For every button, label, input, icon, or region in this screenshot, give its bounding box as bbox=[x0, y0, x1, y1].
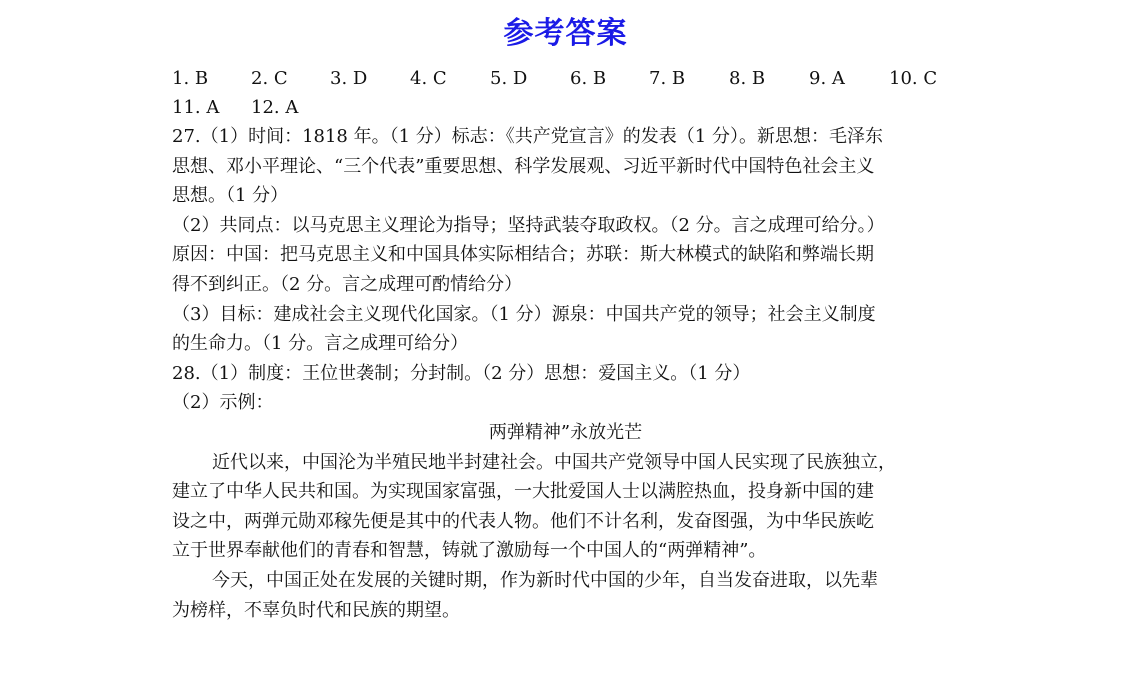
q27-part1-line-1: 27.（1）时间：1818 年。（1 分）标志：《共产党宣言》的发表（1 分）。新思想：毛泽东 bbox=[172, 126, 883, 147]
answer-item: 6. B bbox=[570, 68, 607, 89]
answer-item: 4. C bbox=[410, 68, 447, 89]
essay-para1-line-2: 建立了中华人民共和国。为实现国家富强，一大批爱国人士以满腔热血，投身新中国的建 bbox=[172, 481, 874, 502]
q27-part1-line-3: 思想。（1 分） bbox=[172, 185, 289, 206]
essay-title: 两弹精神”永放光芒 bbox=[488, 422, 643, 443]
answer-item: 12. A bbox=[251, 97, 299, 118]
q27-part3-line-1: （3）目标：建成社会主义现代化国家。（1 分）源泉：中国共产党的领导；社会主义制度 bbox=[172, 304, 876, 325]
answer-item: 5. D bbox=[490, 68, 528, 89]
q27-part2-line-3: 得不到纠正。（2 分。言之成理可酌情给分） bbox=[172, 274, 523, 295]
answer-item: 9. A bbox=[809, 68, 845, 89]
answer-item: 2. C bbox=[251, 68, 288, 89]
q27-part2-line-1: （2）共同点：以马克思主义理论为指导；坚持武装夺取政权。（2 分。言之成理可给分。） bbox=[172, 215, 885, 236]
answer-item: 8. B bbox=[729, 68, 766, 89]
answer-item: 10. C bbox=[889, 68, 938, 89]
q28-part1: 28.（1）制度：王位世袭制；分封制。（2 分）思想：爱国主义。（1 分） bbox=[172, 363, 751, 384]
essay-para2-line-2: 为榜样，不辜负时代和民族的期望。 bbox=[172, 600, 460, 621]
page-title: 参考答案 bbox=[503, 16, 628, 51]
q27-part3-line-2: 的生命力。（1 分。言之成理可给分） bbox=[172, 333, 469, 354]
q28-part2-label: （2）示例： bbox=[172, 392, 274, 413]
essay-para2-line-1: 今天，中国正处在发展的关键时期，作为新时代中国的少年，自当发奋进取，以先辈 bbox=[212, 570, 878, 591]
essay-para1-line-3: 设之中，两弹元勋邓稼先便是其中的代表人物。他们不计名利，发奋图强，为中华民族屹 bbox=[172, 511, 874, 532]
q27-part2-line-2: 原因：中国：把马克思主义和中国具体实际相结合；苏联：斯大林模式的缺陷和弊端长期 bbox=[172, 244, 874, 265]
essay-para1-line-4: 立于世界奉献他们的青春和智慧，铸就了激励每一个中国人的“两弹精神”。 bbox=[172, 540, 767, 561]
answer-item: 3. D bbox=[330, 68, 368, 89]
q27-part1-line-2: 思想、邓小平理论、“三个代表”重要思想、科学发展观、习近平新时代中国特色社会主义 bbox=[172, 156, 875, 177]
answer-item: 1. B bbox=[172, 68, 209, 89]
answer-item: 7. B bbox=[649, 68, 686, 89]
answers-row-2 bbox=[172, 96, 372, 120]
essay-para1-line-1: 近代以来，中国沦为半殖民地半封建社会。中国共产党领导中国人民实现了民族独立， bbox=[212, 452, 896, 473]
answers-row-1 bbox=[172, 67, 972, 91]
answer-item: 11. A bbox=[172, 97, 220, 118]
